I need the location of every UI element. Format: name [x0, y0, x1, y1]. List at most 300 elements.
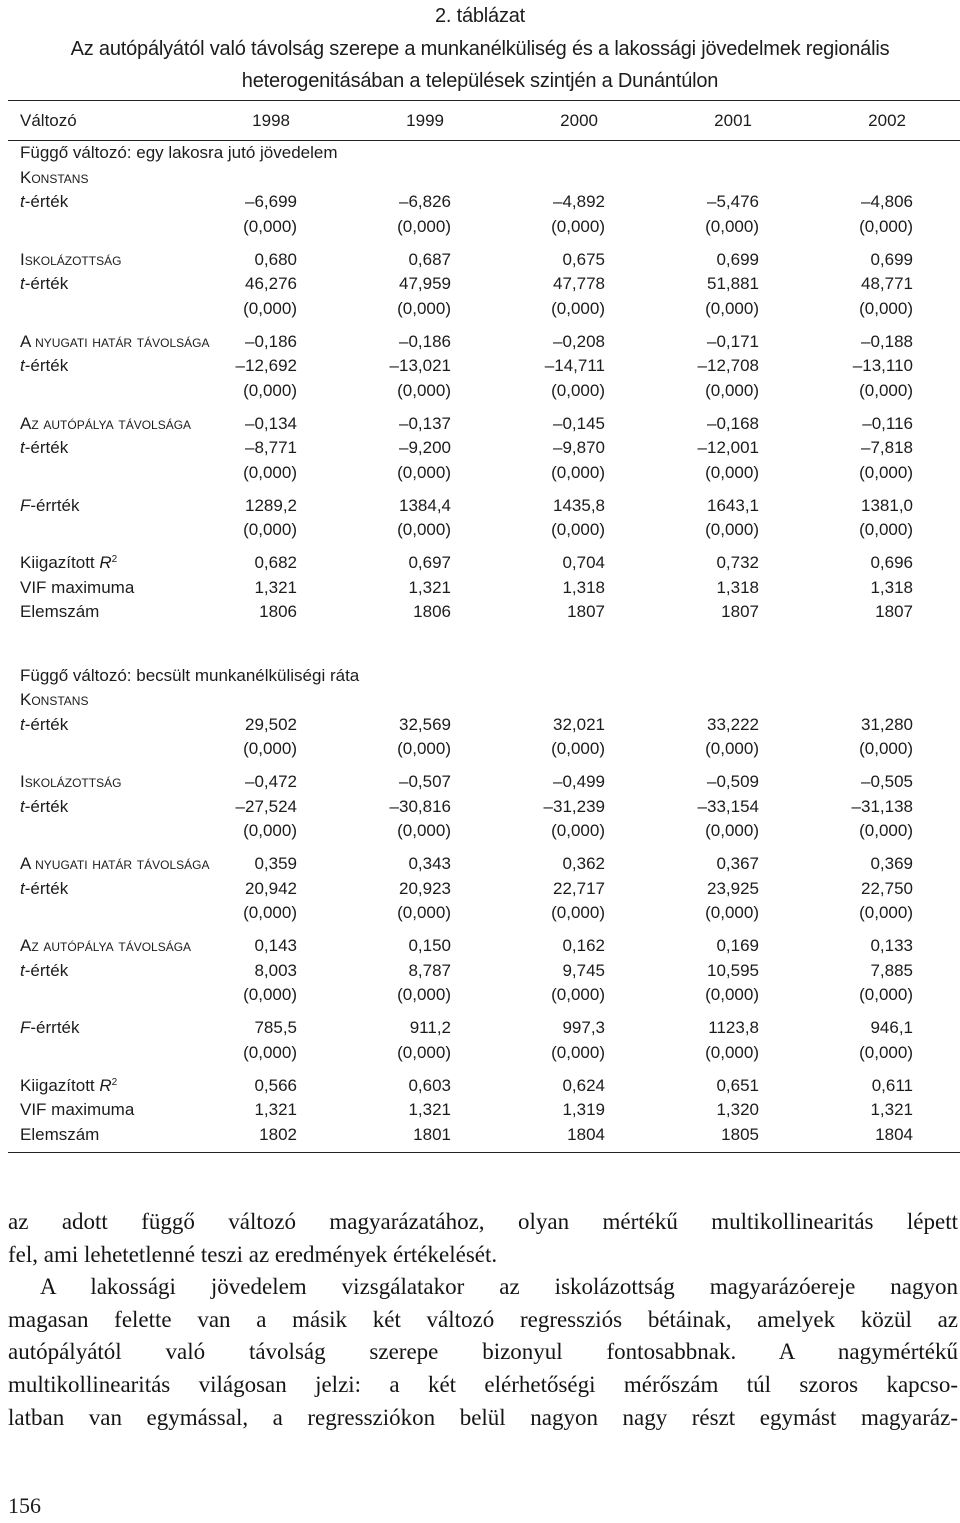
table-row-group	[8, 770, 960, 844]
table-row-group	[8, 688, 960, 762]
value-cell: –0,145	[553, 413, 605, 433]
value-cell: 1802	[259, 1124, 297, 1144]
value-cell: 33,222	[707, 714, 759, 734]
text-line: magasan felette van a másik két változó regressziós bétáinak, amelyek közül az	[8, 1306, 958, 1332]
value-cell: 0,682	[254, 553, 297, 572]
row-label	[20, 770, 200, 795]
text-line: A lakossági jövedelem vizsgálatakor az iskolázottság magyarázóereje nagyon	[40, 1274, 958, 1300]
row-label	[20, 272, 200, 297]
value-cell: 46,276	[245, 274, 297, 293]
table-row	[8, 412, 960, 437]
header-year-1998: 1998	[252, 111, 290, 130]
text-line: autópályától való távolság szerepe bizonyul fontosabbnak. A nagymértékű	[8, 1339, 958, 1365]
value-cell: 0,680	[254, 249, 297, 269]
value-cell: 32,021	[553, 714, 605, 734]
value-cell: 0,603	[408, 1075, 451, 1095]
table-row	[8, 901, 960, 926]
value-cell: –0,168	[707, 413, 759, 433]
value-cell: 51,881	[707, 274, 759, 293]
value-cell: 1804	[567, 1124, 605, 1144]
value-cell: 0,367	[716, 854, 759, 873]
row-label	[20, 600, 200, 625]
row-label-italic: F	[20, 495, 31, 515]
row-label-text: -érrték	[30, 495, 80, 515]
row-label-text: Az autópálya távolsága	[20, 936, 192, 955]
value-cell: 785,5	[254, 1018, 297, 1037]
value-cell: –0,137	[399, 413, 451, 433]
value-cell: (0,000)	[859, 298, 913, 318]
value-cell: 8,003	[254, 960, 297, 980]
row-label-italic: t	[20, 274, 25, 293]
row-label-text: -érték	[24, 274, 69, 293]
value-cell: (0,000)	[551, 821, 605, 840]
value-cell: 1,320	[716, 1100, 759, 1119]
value-cell: –33,154	[697, 796, 759, 816]
table-row-group	[8, 934, 960, 1008]
row-label-text: A nyugati határ távolsága	[20, 331, 210, 351]
row-label-italic: t	[20, 356, 25, 375]
value-cell: 1,321	[408, 1100, 451, 1119]
table-row	[8, 518, 960, 543]
value-cell: 1435,8	[553, 495, 605, 515]
value-cell: (0,000)	[243, 903, 297, 922]
value-cell: 1381,0	[861, 495, 913, 515]
table-row-group	[8, 494, 960, 543]
value-cell: 1807	[875, 602, 913, 621]
row-label	[20, 576, 200, 601]
value-cell: 1801	[413, 1124, 451, 1144]
value-cell: (0,000)	[397, 903, 451, 922]
value-cell: 47,959	[399, 274, 451, 293]
value-cell: (0,000)	[243, 298, 297, 318]
value-cell: (0,000)	[397, 985, 451, 1004]
row-label-italic: R	[99, 1075, 112, 1095]
value-cell: –0,188	[861, 331, 913, 351]
regression-results-table	[8, 100, 960, 1153]
value-cell: (0,000)	[705, 821, 759, 840]
row-label	[20, 959, 200, 984]
row-label	[20, 1098, 200, 1123]
row-label	[20, 494, 200, 519]
value-cell: 0,624	[562, 1075, 605, 1095]
table-row-group	[8, 412, 960, 486]
value-cell: –7,818	[861, 438, 913, 457]
table-caption	[0, 0, 960, 98]
row-label-text: -érrték	[30, 1018, 80, 1037]
value-cell: 0,651	[716, 1075, 759, 1095]
header-year-2001: 2001	[714, 111, 752, 130]
value-cell: (0,000)	[243, 380, 297, 400]
value-cell: (0,000)	[705, 462, 759, 482]
value-cell: 23,925	[707, 878, 759, 898]
row-label	[20, 1016, 200, 1041]
table-row	[8, 959, 960, 984]
table-row-group	[8, 852, 960, 926]
value-cell: –30,816	[389, 796, 451, 816]
value-cell: 0,343	[408, 854, 451, 873]
value-cell: 1807	[567, 602, 605, 621]
row-label-text: -érték	[24, 714, 69, 734]
value-cell: 0,699	[870, 249, 913, 269]
value-cell: (0,000)	[551, 216, 605, 236]
value-cell: (0,000)	[705, 520, 759, 539]
value-cell: –6,699	[245, 192, 297, 211]
row-label	[20, 461, 200, 486]
value-cell: 0,697	[408, 553, 451, 572]
row-label	[20, 934, 200, 959]
table-row	[8, 770, 960, 795]
row-label-italic: t	[20, 796, 25, 816]
value-cell: –0,208	[553, 331, 605, 351]
table-row	[8, 1123, 960, 1148]
header-variable: Változó	[20, 111, 77, 130]
row-label	[20, 518, 200, 543]
value-cell: 997,3	[562, 1018, 605, 1037]
row-label	[20, 737, 200, 762]
row-label-italic: R	[99, 553, 112, 572]
value-cell: (0,000)	[551, 739, 605, 758]
row-label-text: -érték	[24, 356, 69, 375]
value-cell: 1,321	[870, 1100, 913, 1119]
value-cell: –0,472	[245, 772, 297, 791]
row-label	[20, 877, 200, 902]
value-cell: –31,138	[851, 796, 913, 816]
value-cell: 47,778	[553, 274, 605, 293]
row-label-italic: t	[20, 878, 25, 898]
table-title-line-1: Az autópályától való távolság szerepe a munkanélküliség és a lakossági jövedelmek regionális	[70, 37, 890, 60]
value-cell: (0,000)	[859, 821, 913, 840]
table-row	[8, 795, 960, 820]
row-label-superscript: 2	[111, 554, 118, 565]
value-cell: 22,750	[861, 878, 913, 898]
row-label-italic: F	[20, 1018, 31, 1037]
row-label	[20, 436, 200, 461]
header-year-1999: 1999	[406, 111, 444, 130]
value-cell: (0,000)	[397, 380, 451, 400]
table-row	[8, 852, 960, 877]
value-cell: 1643,1	[707, 495, 759, 515]
row-label	[20, 166, 200, 191]
row-label-text: Elemszám	[20, 1124, 100, 1144]
row-label-text: Elemszám	[20, 602, 100, 621]
table-row-group	[8, 166, 960, 240]
table-row	[8, 330, 960, 355]
value-cell: –9,200	[399, 438, 451, 457]
table-row	[8, 272, 960, 297]
value-cell: (0,000)	[397, 520, 451, 539]
value-cell: (0,000)	[243, 985, 297, 1004]
row-label-text: Kiigazított	[20, 1075, 100, 1095]
value-cell: 1806	[259, 602, 297, 621]
value-cell: 0,675	[562, 249, 605, 269]
row-label	[20, 551, 200, 576]
table-number: 2. táblázat	[434, 5, 526, 27]
value-cell: 1289,2	[245, 495, 297, 515]
value-cell: 0,362	[562, 854, 605, 873]
text-line: latban van egymással, a regressziókon belül nagyon nagy részt egymást magyaráz-	[8, 1404, 958, 1430]
row-label-text: Az autópálya távolsága	[20, 413, 192, 433]
value-cell: 9,745	[562, 960, 605, 980]
value-cell: 1804	[875, 1124, 913, 1144]
row-label	[20, 412, 200, 437]
table-row	[8, 983, 960, 1008]
value-cell: 31,280	[861, 714, 913, 734]
row-label-superscript: 2	[111, 1076, 118, 1088]
value-cell: 0,699	[716, 249, 759, 269]
row-label	[20, 983, 200, 1008]
value-cell: (0,000)	[859, 985, 913, 1004]
row-label	[20, 297, 200, 322]
value-cell: (0,000)	[859, 520, 913, 539]
dependent-variable-title: Függő változó: becsült munkanélküliségi ráta	[20, 665, 360, 685]
row-label-text: Konstans	[20, 690, 89, 709]
value-cell: 20,923	[399, 878, 451, 898]
value-cell: 1,318	[716, 577, 759, 597]
table-title-line-2: heterogenitásában a települések szintjén a Dunántúlon	[241, 70, 719, 92]
value-cell: 7,885	[870, 960, 913, 980]
value-cell: (0,000)	[859, 216, 913, 236]
value-cell: –27,524	[235, 796, 297, 816]
value-cell: 0,687	[408, 249, 451, 269]
row-label	[20, 688, 200, 713]
value-cell: –8,771	[245, 438, 297, 457]
value-cell: (0,000)	[243, 821, 297, 840]
row-label-text: Kiigazított	[20, 553, 100, 572]
value-cell: (0,000)	[397, 821, 451, 840]
row-label-text: Konstans	[20, 167, 89, 187]
table-row	[8, 551, 960, 576]
value-cell: 0,143	[254, 936, 297, 955]
row-label	[20, 1074, 200, 1099]
value-cell: –0,171	[707, 331, 759, 351]
value-cell: (0,000)	[397, 298, 451, 318]
value-cell: (0,000)	[859, 1042, 913, 1062]
value-cell: 1805	[721, 1124, 759, 1144]
row-label-text: -érték	[24, 192, 69, 211]
value-cell: –12,708	[697, 356, 759, 375]
table-row	[8, 494, 960, 519]
table-row	[8, 819, 960, 844]
value-cell: 20,942	[245, 878, 297, 898]
value-cell: 1,318	[870, 577, 913, 597]
value-cell: (0,000)	[243, 1042, 297, 1062]
row-label-text: Iskolázottság	[20, 772, 122, 791]
table-body	[8, 141, 960, 1152]
table-row	[8, 713, 960, 738]
header-year-2002: 2002	[868, 111, 906, 130]
value-cell: –0,509	[707, 772, 759, 791]
text-line: fel, ami lehetetlenné teszi az eredmények értékelését.	[8, 1241, 498, 1267]
value-cell: 0,704	[562, 553, 605, 572]
table-section-1	[8, 141, 960, 625]
value-cell: 0,162	[562, 936, 605, 955]
value-cell: 911,2	[409, 1018, 451, 1037]
value-cell: 946,1	[870, 1018, 913, 1037]
dependent-variable-title: Függő változó: egy lakosra jutó jövedelem	[20, 143, 338, 162]
value-cell: –12,692	[235, 356, 297, 375]
value-cell: (0,000)	[551, 903, 605, 922]
table-row	[8, 436, 960, 461]
value-cell: –0,186	[399, 331, 451, 351]
value-cell: 10,595	[707, 960, 759, 980]
row-label	[20, 852, 210, 877]
row-label-text: A nyugati határ távolsága	[20, 854, 210, 873]
value-cell: (0,000)	[397, 216, 451, 236]
table-section-2	[8, 664, 960, 1148]
value-cell: (0,000)	[243, 462, 297, 482]
value-cell: (0,000)	[705, 739, 759, 758]
value-cell: 48,771	[861, 274, 913, 293]
value-cell: –13,110	[852, 356, 913, 375]
value-cell: 0,169	[716, 936, 759, 955]
table-row	[8, 461, 960, 486]
value-cell: –0,505	[861, 772, 913, 791]
value-cell: (0,000)	[705, 903, 759, 922]
row-label-text: -érték	[24, 878, 69, 898]
value-cell: (0,000)	[551, 985, 605, 1004]
table-row	[8, 934, 960, 959]
table-row-group	[8, 1016, 960, 1065]
value-cell: (0,000)	[705, 216, 759, 236]
value-cell: (0,000)	[859, 380, 913, 400]
value-cell: 8,787	[408, 960, 451, 980]
value-cell: (0,000)	[397, 739, 451, 758]
value-cell: (0,000)	[705, 985, 759, 1004]
table-row-group	[8, 551, 960, 625]
row-label-text: VIF maximuma	[20, 1100, 135, 1119]
table-row	[8, 379, 960, 404]
row-label-text: -érték	[24, 796, 69, 816]
row-label	[20, 190, 200, 215]
value-cell: (0,000)	[705, 380, 759, 400]
value-cell: (0,000)	[397, 1042, 451, 1062]
value-cell: (0,000)	[397, 462, 451, 482]
row-label	[20, 901, 200, 926]
value-cell: (0,000)	[243, 739, 297, 758]
value-cell: 1384,4	[399, 495, 451, 515]
row-label-text: Iskolázottság	[20, 249, 122, 269]
value-cell: –12,001	[697, 438, 759, 457]
table-row	[8, 1074, 960, 1099]
row-label	[20, 1041, 200, 1066]
value-cell: 0,696	[870, 553, 913, 572]
value-cell: 22,717	[553, 878, 605, 898]
row-label	[20, 795, 200, 820]
row-label-text: -érték	[24, 960, 69, 980]
row-label-italic: t	[20, 438, 25, 457]
body-text	[8, 1206, 958, 1434]
row-label-text: VIF maximuma	[20, 577, 135, 597]
value-cell: (0,000)	[859, 903, 913, 922]
value-cell: (0,000)	[705, 298, 759, 318]
value-cell: 1123,8	[708, 1018, 759, 1037]
table-row	[8, 248, 960, 273]
value-cell: –14,711	[544, 356, 605, 375]
table-row	[8, 737, 960, 762]
table-row	[8, 1041, 960, 1066]
value-cell: 32,569	[399, 714, 451, 734]
table-row	[8, 166, 960, 191]
table-row	[8, 1098, 960, 1123]
row-label	[20, 215, 200, 240]
table-row	[8, 576, 960, 601]
value-cell: –0,134	[245, 413, 297, 433]
row-label	[20, 1123, 200, 1148]
value-cell: (0,000)	[551, 1042, 605, 1062]
value-cell: 0,566	[254, 1075, 297, 1095]
table-row	[8, 600, 960, 625]
header-year-2000: 2000	[560, 111, 598, 130]
table-row	[8, 877, 960, 902]
text-line: multikollinearitás világosan jelzi: a két elérhetőségi mérőszám túl szoros kapcso-	[8, 1371, 958, 1397]
value-cell: –0,116	[862, 413, 913, 433]
row-label	[20, 819, 200, 844]
table-row	[8, 1016, 960, 1041]
row-label-italic: t	[20, 192, 25, 211]
value-cell: 1,321	[254, 577, 297, 597]
value-cell: 0,611	[871, 1075, 913, 1095]
value-cell: (0,000)	[243, 216, 297, 236]
value-cell: (0,000)	[859, 462, 913, 482]
value-cell: 0,133	[870, 936, 913, 955]
value-cell: –13,021	[389, 356, 451, 375]
value-cell: 0,732	[716, 553, 759, 572]
value-cell: 29,502	[245, 714, 297, 734]
value-cell: (0,000)	[705, 1042, 759, 1062]
table-row	[8, 354, 960, 379]
value-cell: –0,507	[399, 772, 451, 791]
table-row	[8, 688, 960, 713]
table-row-group	[8, 1074, 960, 1148]
value-cell: –5,476	[707, 192, 759, 211]
value-cell: –31,239	[543, 796, 605, 816]
value-cell: –4,892	[553, 192, 605, 211]
text-line: az adott függő változó magyarázatához, olyan mértékű multikollinearitás lépett	[8, 1209, 958, 1234]
value-cell: (0,000)	[551, 520, 605, 539]
value-cell: 1,321	[408, 577, 451, 597]
value-cell: 1,319	[562, 1100, 605, 1119]
value-cell: 1807	[721, 602, 759, 621]
value-cell: –0,186	[245, 331, 297, 351]
value-cell: (0,000)	[551, 462, 605, 482]
table-row-group	[8, 330, 960, 404]
page-number: 156	[8, 1493, 41, 1518]
value-cell: –9,870	[553, 438, 605, 457]
row-label	[20, 354, 200, 379]
value-cell: –4,806	[861, 192, 913, 211]
row-label-italic: t	[20, 714, 25, 734]
value-cell: 0,150	[408, 936, 451, 955]
table-row	[8, 215, 960, 240]
value-cell: 0,359	[254, 854, 297, 873]
table-row-group	[8, 248, 960, 322]
row-label	[20, 248, 200, 273]
row-label-italic: t	[20, 960, 25, 980]
value-cell: 1,318	[562, 577, 605, 597]
table-row	[8, 190, 960, 215]
table-header-row	[8, 101, 960, 141]
value-cell: –6,826	[399, 192, 451, 211]
value-cell: (0,000)	[859, 739, 913, 758]
table-row	[8, 297, 960, 322]
value-cell: (0,000)	[551, 298, 605, 318]
value-cell: 1806	[413, 602, 451, 621]
row-label	[20, 330, 210, 355]
value-cell: –0,499	[553, 772, 605, 791]
row-label-text: -érték	[24, 438, 69, 457]
row-label	[20, 379, 200, 404]
value-cell: 1,321	[254, 1100, 297, 1119]
